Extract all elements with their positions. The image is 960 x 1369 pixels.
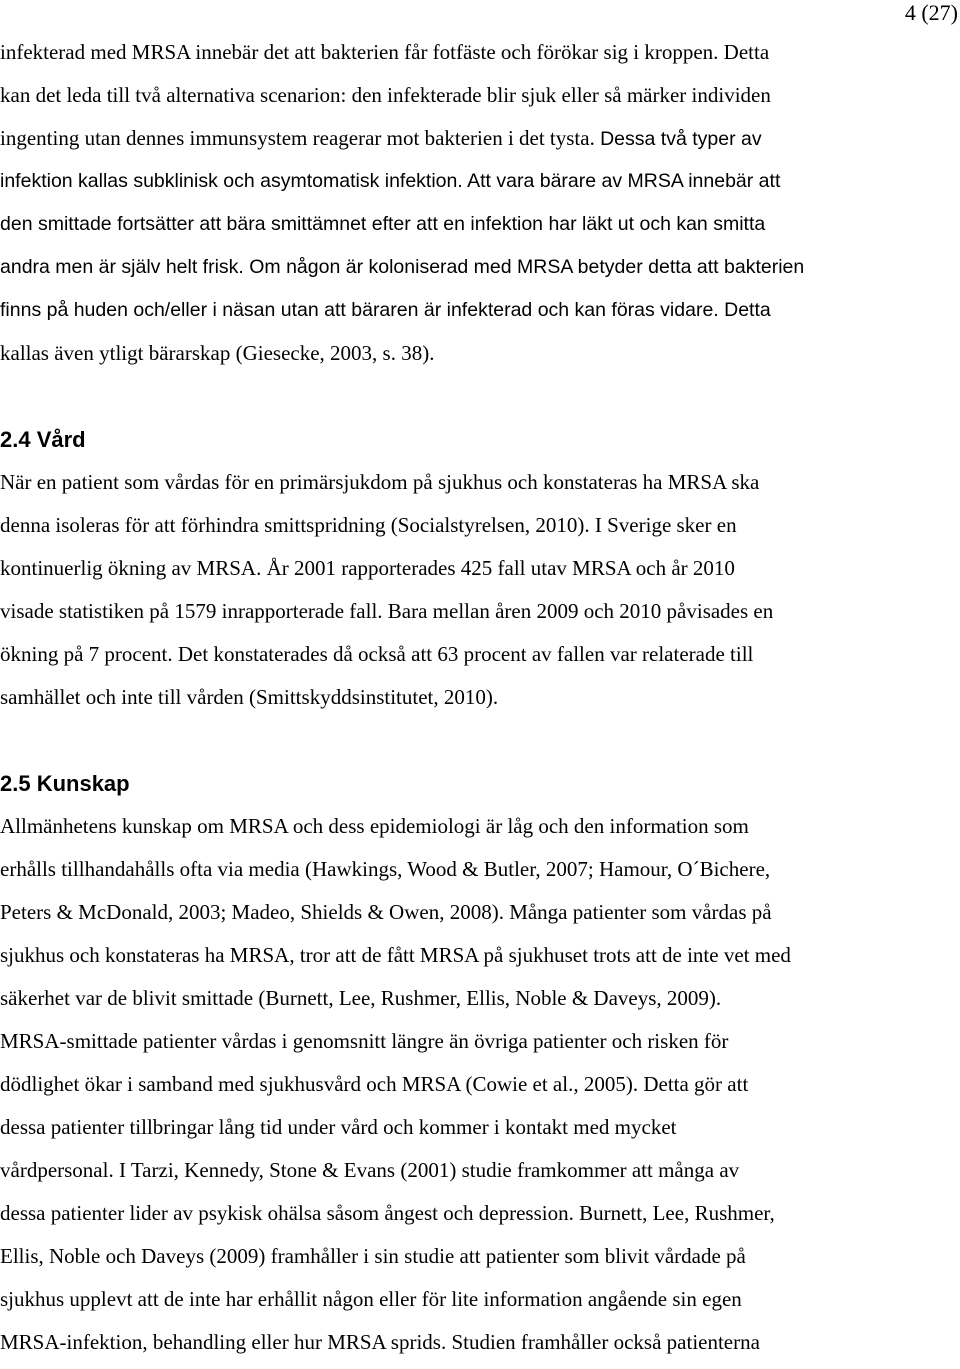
- text-line: visade statistiken på 1579 inrapporterade fall. Bara mellan åren 2009 och 2010 påvisades en: [0, 599, 774, 623]
- line-text: kallas även ytligt bärarskap (Giesecke, 2003, s. 38).: [0, 341, 435, 365]
- text-line: [0, 289, 945, 332]
- text-line: Peters & McDonald, 2003; Madeo, Shields & Owen, 2008). Många patienter som vårdas på: [0, 900, 772, 924]
- line-text: finns på huden och/eller i näsan utan att bäraren är infekterad och kan föras vidare. Detta: [0, 299, 771, 321]
- text-line: [0, 74, 945, 117]
- text-line: erhålls tillhandahålls ofta via media (Hawkings, Wood & Butler, 2007; Hamour, O´Bichere,: [0, 857, 771, 881]
- text-line: sjukhus och konstateras ha MRSA, tror att de fått MRSA på sjukhuset trots att de inte vet med: [0, 943, 791, 967]
- text-line: samhället och inte till vården (Smittskyddsinstitutet, 2010).: [0, 685, 499, 709]
- text-line: [0, 117, 945, 160]
- text-line: MRSA-infektion, behandling eller hur MRSA sprids. Studien framhåller också patienterna: [0, 1330, 760, 1354]
- text-line: ökning på 7 procent. Det konstaterades då också att 63 procent av fallen var relaterade till: [0, 642, 754, 666]
- text-line: denna isoleras för att förhindra smittspridning (Socialstyrelsen, 2010). I Sverige sker en: [0, 513, 737, 537]
- text-line: Allmänhetens kunskap om MRSA och dess epidemiologi är låg och den information som: [0, 814, 749, 838]
- page-number: 4 (27): [904, 0, 958, 25]
- text-line: sjukhus upplevt att de inte har erhållit någon eller för lite information angående sin egen: [0, 1287, 742, 1311]
- text-line: dessa patienter lider av psykisk ohälsa såsom ångest och depression. Burnett, Lee, Rushmer,: [0, 1201, 775, 1225]
- text-line: Ellis, Noble och Daveys (2009) framhåller i sin studie att patienter som blivit vårdade på: [0, 1244, 746, 1268]
- document-body: [0, 31, 945, 1364]
- text-line: säkerhet var de blivit smittade (Burnett, Lee, Rushmer, Ellis, Noble & Daveys, 2009).: [0, 986, 722, 1010]
- kunskap-paragraph: [0, 805, 945, 1364]
- line-text: Dessa två typer av: [600, 128, 762, 150]
- line-text: den smittade fortsätter att bära smittämnet efter att en infektion har läkt ut och kan smitta: [0, 213, 766, 235]
- text-line: [0, 31, 945, 74]
- text-line: MRSA-smittade patienter vårdas i genomsnitt längre än övriga patienter och risken för: [0, 1029, 729, 1053]
- text-line: [0, 160, 945, 203]
- text-line: [0, 246, 945, 289]
- text-line: När en patient som vårdas för en primärsjukdom på sjukhus och konstateras ha MRSA ska: [0, 470, 760, 494]
- text-line: dödlighet ökar i samband med sjukhusvård och MRSA (Cowie et al., 2005). Detta gör att: [0, 1072, 749, 1096]
- line-text: ingenting utan dennes immunsystem reagerar mot bakterien i det tysta.: [0, 126, 601, 150]
- text-line: [0, 332, 945, 375]
- text-line: kontinuerlig ökning av MRSA. År 2001 rapporterades 425 fall utav MRSA och år 2010: [0, 556, 735, 580]
- line-text: infektion kallas subklinisk och asymtomatisk infektion. Att vara bärare av MRSA innebär att: [0, 170, 781, 192]
- intro-paragraph: [0, 31, 945, 375]
- text-line: vårdpersonal. I Tarzi, Kennedy, Stone & Evans (2001) studie framkommer att många av: [0, 1158, 740, 1182]
- text-line: [0, 203, 945, 246]
- line-text: kan det leda till två alternativa scenarion: den infekterade blir sjuk eller så märker individen: [0, 83, 771, 107]
- section-heading-kunskap: 2.5 Kunskap: [0, 771, 130, 796]
- text-line: dessa patienter tillbringar lång tid under vård och kommer i kontakt med mycket: [0, 1115, 677, 1139]
- section-heading-vard: 2.4 Vård: [0, 427, 86, 452]
- line-text: andra men är själv helt frisk. Om någon är koloniserad med MRSA betyder detta att bakterien: [0, 256, 805, 278]
- line-text: infekterad med MRSA innebär det att bakterien får fotfäste och förökar sig i kroppen. Detta: [0, 40, 770, 64]
- vard-paragraph: [0, 461, 945, 719]
